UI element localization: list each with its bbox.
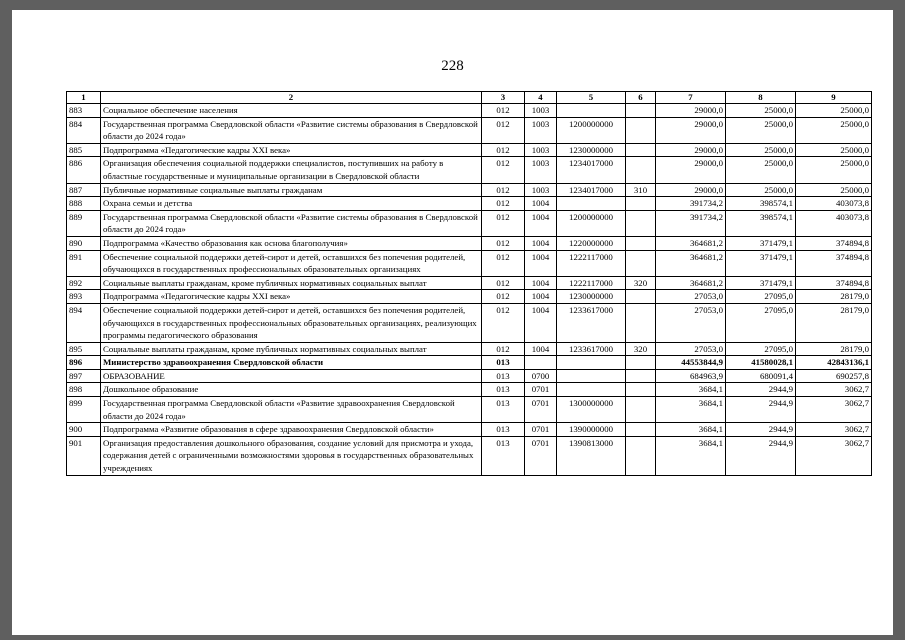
table-row (67, 183, 872, 197)
table-row (67, 436, 872, 475)
target-item-code-cell: 1220000000 (557, 236, 626, 250)
amount-col9-cell: 25000,0 (796, 157, 872, 183)
expense-type-cell (626, 117, 656, 143)
ministry-code-cell: 012 (482, 303, 525, 342)
section-code-cell: 1003 (525, 104, 557, 118)
amount-col8-cell: 371479,1 (726, 276, 796, 290)
target-item-code-cell: 1200000000 (557, 210, 626, 236)
table-row (67, 423, 872, 437)
row-name-cell: Подпрограмма «Качество образования как основа благополучия» (101, 236, 482, 250)
ministry-code-cell: 012 (482, 117, 525, 143)
amount-col8-cell: 25000,0 (726, 157, 796, 183)
section-code-cell: 1004 (525, 342, 557, 356)
amount-col7-cell: 29000,0 (656, 143, 726, 157)
table-row (67, 157, 872, 183)
amount-col7-cell: 3684,1 (656, 383, 726, 397)
row-number-cell: 884 (67, 117, 101, 143)
header-col-2: 2 (101, 92, 482, 104)
amount-col9-cell: 374894,8 (796, 250, 872, 276)
amount-col7-cell: 364681,2 (656, 276, 726, 290)
amount-col7-cell: 29000,0 (656, 183, 726, 197)
amount-col7-cell: 684963,9 (656, 369, 726, 383)
amount-col8-cell: 371479,1 (726, 236, 796, 250)
target-item-code-cell: 1233617000 (557, 342, 626, 356)
row-name-cell: Обеспечение социальной поддержки детей-сирот и детей, оставшихся без попечения родителей, обучающихся в государственных профессиональных образовательных организациях (101, 250, 482, 276)
amount-col9-cell: 25000,0 (796, 117, 872, 143)
expense-type-cell: 320 (626, 276, 656, 290)
expense-type-cell (626, 397, 656, 423)
ministry-code-cell: 012 (482, 342, 525, 356)
row-name-cell: Социальные выплаты гражданам, кроме публичных нормативных социальных выплат (101, 342, 482, 356)
row-name-cell: Обеспечение социальной поддержки детей-сирот и детей, оставшихся без попечения родителей, обучающихся в государственных профессиональных образовательных организациях, реализующих программы педагогического образования (101, 303, 482, 342)
amount-col9-cell: 28179,0 (796, 303, 872, 342)
expense-type-cell (626, 356, 656, 370)
section-code-cell: 0701 (525, 436, 557, 475)
table-row (67, 197, 872, 211)
target-item-code-cell: 1390813000 (557, 436, 626, 475)
table-row (67, 369, 872, 383)
target-item-code-cell: 1230000000 (557, 143, 626, 157)
target-item-code-cell: 1222117000 (557, 250, 626, 276)
row-name-cell: ОБРАЗОВАНИЕ (101, 369, 482, 383)
amount-col7-cell: 3684,1 (656, 423, 726, 437)
row-name-cell: Социальное обеспечение населения (101, 104, 482, 118)
ministry-code-cell: 012 (482, 210, 525, 236)
expense-type-cell (626, 104, 656, 118)
section-code-cell (525, 356, 557, 370)
section-code-cell: 1004 (525, 290, 557, 304)
ministry-code-cell: 012 (482, 197, 525, 211)
target-item-code-cell (557, 369, 626, 383)
header-col-3: 3 (482, 92, 525, 104)
expense-type-cell (626, 236, 656, 250)
amount-col8-cell: 27095,0 (726, 290, 796, 304)
amount-col8-cell: 25000,0 (726, 143, 796, 157)
row-number-cell: 898 (67, 383, 101, 397)
ministry-code-cell: 013 (482, 356, 525, 370)
budget-table (66, 91, 872, 476)
table-row (67, 383, 872, 397)
page-number: 228 (441, 58, 464, 74)
section-code-cell: 1004 (525, 197, 557, 211)
row-number-cell: 899 (67, 397, 101, 423)
amount-col7-cell: 364681,2 (656, 236, 726, 250)
table-row (67, 290, 872, 304)
amount-col9-cell: 28179,0 (796, 290, 872, 304)
expense-type-cell (626, 436, 656, 475)
section-code-cell: 1004 (525, 236, 557, 250)
row-number-cell: 892 (67, 276, 101, 290)
section-code-cell: 1004 (525, 276, 557, 290)
amount-col7-cell: 27053,0 (656, 303, 726, 342)
table-row (67, 104, 872, 118)
amount-col8-cell: 371479,1 (726, 250, 796, 276)
ministry-code-cell: 012 (482, 276, 525, 290)
amount-col8-cell: 27095,0 (726, 342, 796, 356)
header-col-4: 4 (525, 92, 557, 104)
header-col-9: 9 (796, 92, 872, 104)
row-name-cell: Подпрограмма «Педагогические кадры XXI века» (101, 143, 482, 157)
amount-col9-cell: 690257,8 (796, 369, 872, 383)
amount-col8-cell: 27095,0 (726, 303, 796, 342)
expense-type-cell (626, 157, 656, 183)
amount-col7-cell: 364681,2 (656, 250, 726, 276)
amount-col8-cell: 2944,9 (726, 383, 796, 397)
row-name-cell: Публичные нормативные социальные выплаты гражданам (101, 183, 482, 197)
row-name-cell: Дошкольное образование (101, 383, 482, 397)
row-name-cell: Государственная программа Свердловской области «Развитие здравоохранения Свердловской области до 2024 года» (101, 397, 482, 423)
row-name-cell: Охрана семьи и детства (101, 197, 482, 211)
row-number-cell: 900 (67, 423, 101, 437)
amount-col7-cell: 391734,2 (656, 197, 726, 211)
ministry-code-cell: 013 (482, 436, 525, 475)
ministry-code-cell: 012 (482, 157, 525, 183)
expense-type-cell (626, 383, 656, 397)
row-number-cell: 887 (67, 183, 101, 197)
amount-col9-cell: 374894,8 (796, 276, 872, 290)
amount-col9-cell: 403073,8 (796, 210, 872, 236)
amount-col8-cell: 25000,0 (726, 104, 796, 118)
amount-col7-cell: 29000,0 (656, 104, 726, 118)
row-number-cell: 901 (67, 436, 101, 475)
amount-col8-cell: 2944,9 (726, 436, 796, 475)
table-row (67, 236, 872, 250)
row-name-cell: Подпрограмма «Развитие образования в сфере здравоохранения Свердловской области» (101, 423, 482, 437)
section-code-cell: 0700 (525, 369, 557, 383)
section-code-cell: 0701 (525, 383, 557, 397)
table-row (67, 250, 872, 276)
amount-col7-cell: 44553844,9 (656, 356, 726, 370)
row-number-cell: 891 (67, 250, 101, 276)
section-code-cell: 1003 (525, 143, 557, 157)
amount-col7-cell: 3684,1 (656, 436, 726, 475)
ministry-code-cell: 013 (482, 383, 525, 397)
amount-col7-cell: 3684,1 (656, 397, 726, 423)
table-row (67, 397, 872, 423)
table-row (67, 143, 872, 157)
amount-col9-cell: 28179,0 (796, 342, 872, 356)
amount-col9-cell: 403073,8 (796, 197, 872, 211)
expense-type-cell (626, 303, 656, 342)
section-code-cell: 1003 (525, 157, 557, 183)
target-item-code-cell (557, 383, 626, 397)
row-number-cell: 894 (67, 303, 101, 342)
amount-col9-cell: 25000,0 (796, 183, 872, 197)
row-name-cell: Министерство здравоохранения Свердловской области (101, 356, 482, 370)
row-number-cell: 893 (67, 290, 101, 304)
amount-col9-cell: 3062,7 (796, 436, 872, 475)
table-row (67, 342, 872, 356)
row-number-cell: 890 (67, 236, 101, 250)
header-col-6: 6 (626, 92, 656, 104)
expense-type-cell: 320 (626, 342, 656, 356)
section-code-cell: 1004 (525, 250, 557, 276)
section-code-cell: 0701 (525, 397, 557, 423)
table-body (67, 104, 872, 476)
expense-type-cell (626, 210, 656, 236)
table-row (67, 303, 872, 342)
row-number-cell: 885 (67, 143, 101, 157)
ministry-code-cell: 012 (482, 250, 525, 276)
table-row (67, 276, 872, 290)
ministry-code-cell: 013 (482, 369, 525, 383)
amount-col9-cell: 25000,0 (796, 104, 872, 118)
document-page (12, 10, 893, 635)
target-item-code-cell: 1230000000 (557, 290, 626, 304)
ministry-code-cell: 012 (482, 104, 525, 118)
target-item-code-cell: 1234017000 (557, 183, 626, 197)
amount-col7-cell: 29000,0 (656, 157, 726, 183)
section-code-cell: 1004 (525, 303, 557, 342)
row-number-cell: 888 (67, 197, 101, 211)
target-item-code-cell: 1390000000 (557, 423, 626, 437)
target-item-code-cell: 1234017000 (557, 157, 626, 183)
amount-col9-cell: 42843136,1 (796, 356, 872, 370)
expense-type-cell (626, 197, 656, 211)
section-code-cell: 0701 (525, 423, 557, 437)
ministry-code-cell: 012 (482, 290, 525, 304)
table-row (67, 210, 872, 236)
row-number-cell: 895 (67, 342, 101, 356)
amount-col9-cell: 25000,0 (796, 143, 872, 157)
expense-type-cell (626, 143, 656, 157)
amount-col8-cell: 25000,0 (726, 117, 796, 143)
table-row (67, 356, 872, 370)
table-row (67, 117, 872, 143)
header-col-8: 8 (726, 92, 796, 104)
expense-type-cell (626, 290, 656, 304)
row-number-cell: 883 (67, 104, 101, 118)
expense-type-cell (626, 250, 656, 276)
target-item-code-cell (557, 104, 626, 118)
row-name-cell: Государственная программа Свердловской области «Развитие системы образования в Свердловской области до 2024 года» (101, 117, 482, 143)
ministry-code-cell: 012 (482, 236, 525, 250)
amount-col8-cell: 25000,0 (726, 183, 796, 197)
ministry-code-cell: 013 (482, 397, 525, 423)
amount-col8-cell: 2944,9 (726, 423, 796, 437)
ministry-code-cell: 012 (482, 143, 525, 157)
ministry-code-cell: 012 (482, 183, 525, 197)
amount-col7-cell: 391734,2 (656, 210, 726, 236)
amount-col9-cell: 3062,7 (796, 423, 872, 437)
amount-col7-cell: 27053,0 (656, 342, 726, 356)
amount-col8-cell: 398574,1 (726, 210, 796, 236)
header-row (67, 92, 872, 104)
section-code-cell: 1003 (525, 117, 557, 143)
target-item-code-cell: 1233617000 (557, 303, 626, 342)
row-number-cell: 886 (67, 157, 101, 183)
target-item-code-cell: 1222117000 (557, 276, 626, 290)
amount-col7-cell: 27053,0 (656, 290, 726, 304)
amount-col8-cell: 680091,4 (726, 369, 796, 383)
amount-col8-cell: 2944,9 (726, 397, 796, 423)
target-item-code-cell (557, 356, 626, 370)
amount-col9-cell: 374894,8 (796, 236, 872, 250)
header-col-1: 1 (67, 92, 101, 104)
target-item-code-cell (557, 197, 626, 211)
expense-type-cell: 310 (626, 183, 656, 197)
amount-col8-cell: 41580028,1 (726, 356, 796, 370)
section-code-cell: 1004 (525, 210, 557, 236)
amount-col8-cell: 398574,1 (726, 197, 796, 211)
header-col-7: 7 (656, 92, 726, 104)
row-number-cell: 897 (67, 369, 101, 383)
row-name-cell: Организация обеспечения социальной поддержки специалистов, поступивших на работу в областные государственные и муниципальные организации в Свердловской области (101, 157, 482, 183)
row-name-cell: Подпрограмма «Педагогические кадры XXI века» (101, 290, 482, 304)
target-item-code-cell: 1300000000 (557, 397, 626, 423)
ministry-code-cell: 013 (482, 423, 525, 437)
expense-type-cell (626, 423, 656, 437)
row-number-cell: 889 (67, 210, 101, 236)
header-col-5: 5 (557, 92, 626, 104)
expense-type-cell (626, 369, 656, 383)
row-number-cell: 896 (67, 356, 101, 370)
row-name-cell: Социальные выплаты гражданам, кроме публичных нормативных социальных выплат (101, 276, 482, 290)
row-name-cell: Государственная программа Свердловской области «Развитие системы образования в Свердловской области до 2024 года» (101, 210, 482, 236)
row-name-cell: Организация предоставления дошкольного образования, создание условий для присмотра и ухода, содержания детей с ограниченными возможностями здоровья в государственных образовательных учреждениях (101, 436, 482, 475)
amount-col9-cell: 3062,7 (796, 397, 872, 423)
amount-col7-cell: 29000,0 (656, 117, 726, 143)
amount-col9-cell: 3062,7 (796, 383, 872, 397)
section-code-cell: 1003 (525, 183, 557, 197)
target-item-code-cell: 1200000000 (557, 117, 626, 143)
